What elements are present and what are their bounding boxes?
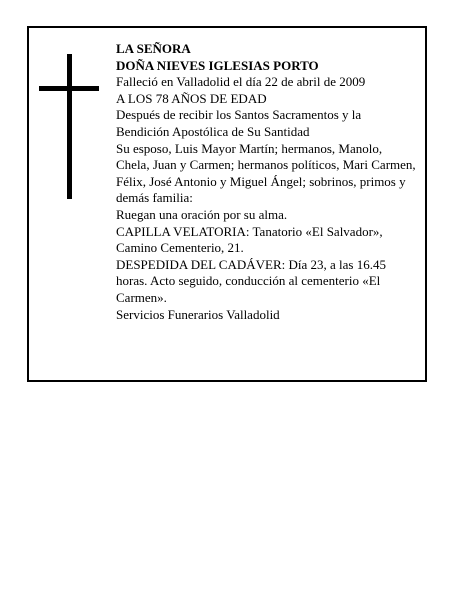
prayer-line: Ruegan una oración por su alma. (116, 206, 288, 222)
cross-horizontal-bar (39, 86, 99, 91)
obituary-text (116, 41, 416, 323)
family-line: Su esposo, Luis Mayor Martín; hermanos, Manolo, Chela, Juan y Carmen; hermanos políticos, Mari Carmen, Félix, José Antonio y Miguel Ángel; sobrinos, primos y demás familia: (116, 140, 416, 206)
age-line: A LOS 78 AÑOS DE EDAD (116, 90, 267, 106)
cross-vertical-bar (67, 54, 72, 199)
farewell-line: DESPEDIDA DEL CADÁVER: Día 23, a las 16.45 horas. Acto seguido, conducción al cementerio «El Carmen». (116, 256, 386, 305)
sacraments-line: Después de recibir los Santos Sacramentos y la Bendición Apostólica de Su Santidad (116, 107, 362, 139)
cross-icon (39, 54, 99, 199)
wake-line: CAPILLA VELATORIA: Tanatorio «El Salvador», Camino Cementerio, 21. (116, 223, 383, 256)
deceased-name: DOÑA NIEVES IGLESIAS PORTO (116, 57, 319, 73)
obituary-notice (27, 26, 427, 382)
heading-title: LA SEÑORA (116, 41, 191, 56)
death-line: Falleció en Valladolid el día 22 de abril de 2009 (116, 74, 366, 90)
services-line: Servicios Funerarios Valladolid (116, 306, 280, 322)
